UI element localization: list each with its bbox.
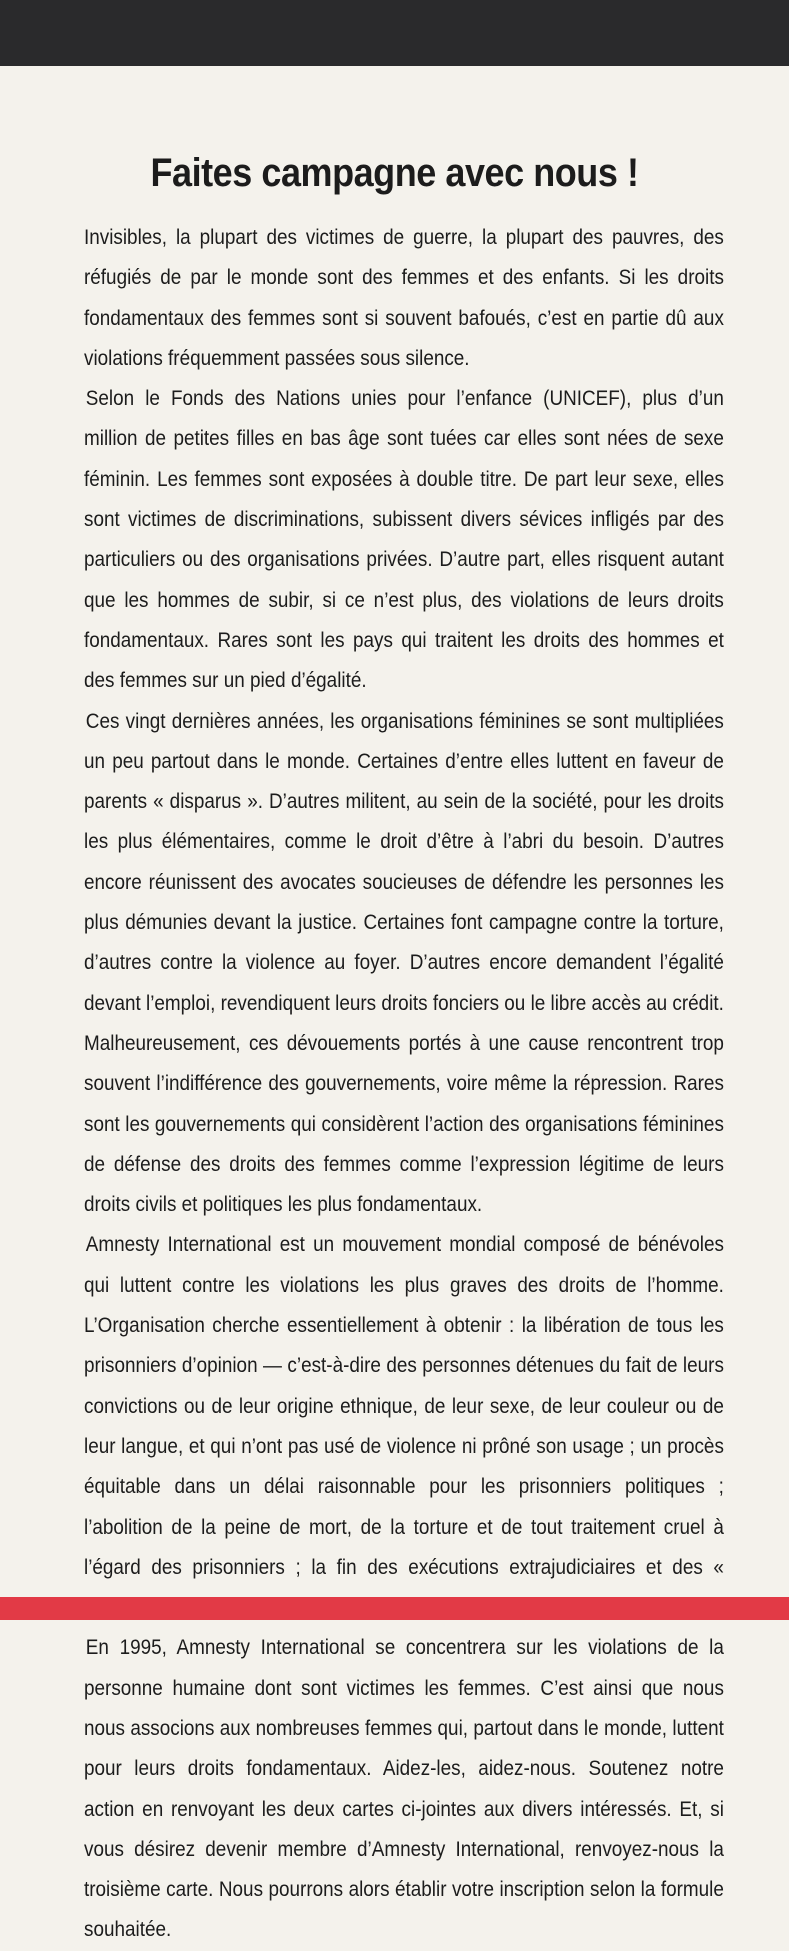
top-dark-band bbox=[0, 0, 789, 66]
paragraph-4: Amnesty International est un mouvement mondial composé de bénévoles qui luttent contre les violations les plus graves des droits de l’homme. L’Organisation cherche essentiellement à obtenir : la libération de tous les prisonniers d’opinion — c’est-à-dire des personnes détenues du fait de leurs convictions ou de leur origine ethnique, de leur sexe, de leur couleur ou de leur langue, et qui n’ont pas usé de violence ni prôné son usage ; un procès équitable dans un délai raisonnable pour les prisonniers politiques ; l’abolition de la peine de mort, de la torture et de tout traitement cruel à l’égard des prisonniers ; la fin des exécutions extrajudiciaires et des « bbox=[84, 1233, 724, 1579]
bottom-red-band bbox=[0, 1597, 789, 1620]
paragraph-2: Selon le Fonds des Nations unies pour l’enfance (UNICEF), plus d’un million de petites filles en bas âge sont tuées car elles sont nées de sexe féminin. Les femmes sont exposées à double titre. De part leur sexe, elles sont victimes de discriminations, subissent divers sévices infligés par des particuliers ou des organisations privées. D’autre part, elles risquent autant que les hommes de subir, si ce n’est plus, des violations de leurs droits fondamentaux. Rares sont les pays qui traitent les droits des hommes et des femmes sur un pied d’égalité. bbox=[84, 387, 724, 693]
page-title: Faites campagne avec nous ! bbox=[150, 151, 639, 195]
paragraph-3: Ces vingt dernières années, les organisations féminines se sont multipliées un peu partout dans le monde. Certaines d’entre elles luttent en faveur de parents « disparus ». D’autres militent, au sein de la société, pour les droits les plus élémentaires, comme le droit d’être à l’abri du besoin. D’autres encore réunissent des avocates soucieuses de défendre les personnes les plus démunies devant la justice. Certaines font campagne contre la torture, d’autres contre la violence au foyer. D’autres encore demandent l’égalité devant l’emploi, revendiquent leurs droits fonciers ou le libre accès au crédit. Malheureusement, ces dévouements portés à une cause rencontrent trop souvent l’indifférence des gouvernements, voire même la répression. Rares sont les gouvernements qui considèrent l’action des organisations féminines de défense des droits des femmes comme l’expression légitime de leurs droits civils et politiques les plus fondamentaux. bbox=[84, 709, 724, 1217]
paragraph-5: En 1995, Amnesty International se concentrera sur les violations de la personne humaine dont sont victimes les femmes. C’est ainsi que nous nous associons aux nombreuses femmes qui, partout dans le monde, luttent pour leurs droits fondamentaux. Aidez-les, aidez-nous. Soutenez notre action en renvoyant les deux cartes ci-jointes aux divers intéressés. Et, si vous désirez devenir membre d’Amnesty International, renvoyez-nous la troisième carte. Nous pourrons alors établir votre inscription selon la formule souhaitée. bbox=[84, 1636, 724, 1942]
paragraph-1: Invisibles, la plupart des victimes de guerre, la plupart des pauvres, des réfugiés de par le monde sont des femmes et des enfants. Si les droits fondamentaux des femmes sont si souvent bafoués, c’est en partie dû aux violations fréquemment passées sous silence. bbox=[84, 226, 724, 370]
body-text bbox=[84, 218, 724, 1951]
